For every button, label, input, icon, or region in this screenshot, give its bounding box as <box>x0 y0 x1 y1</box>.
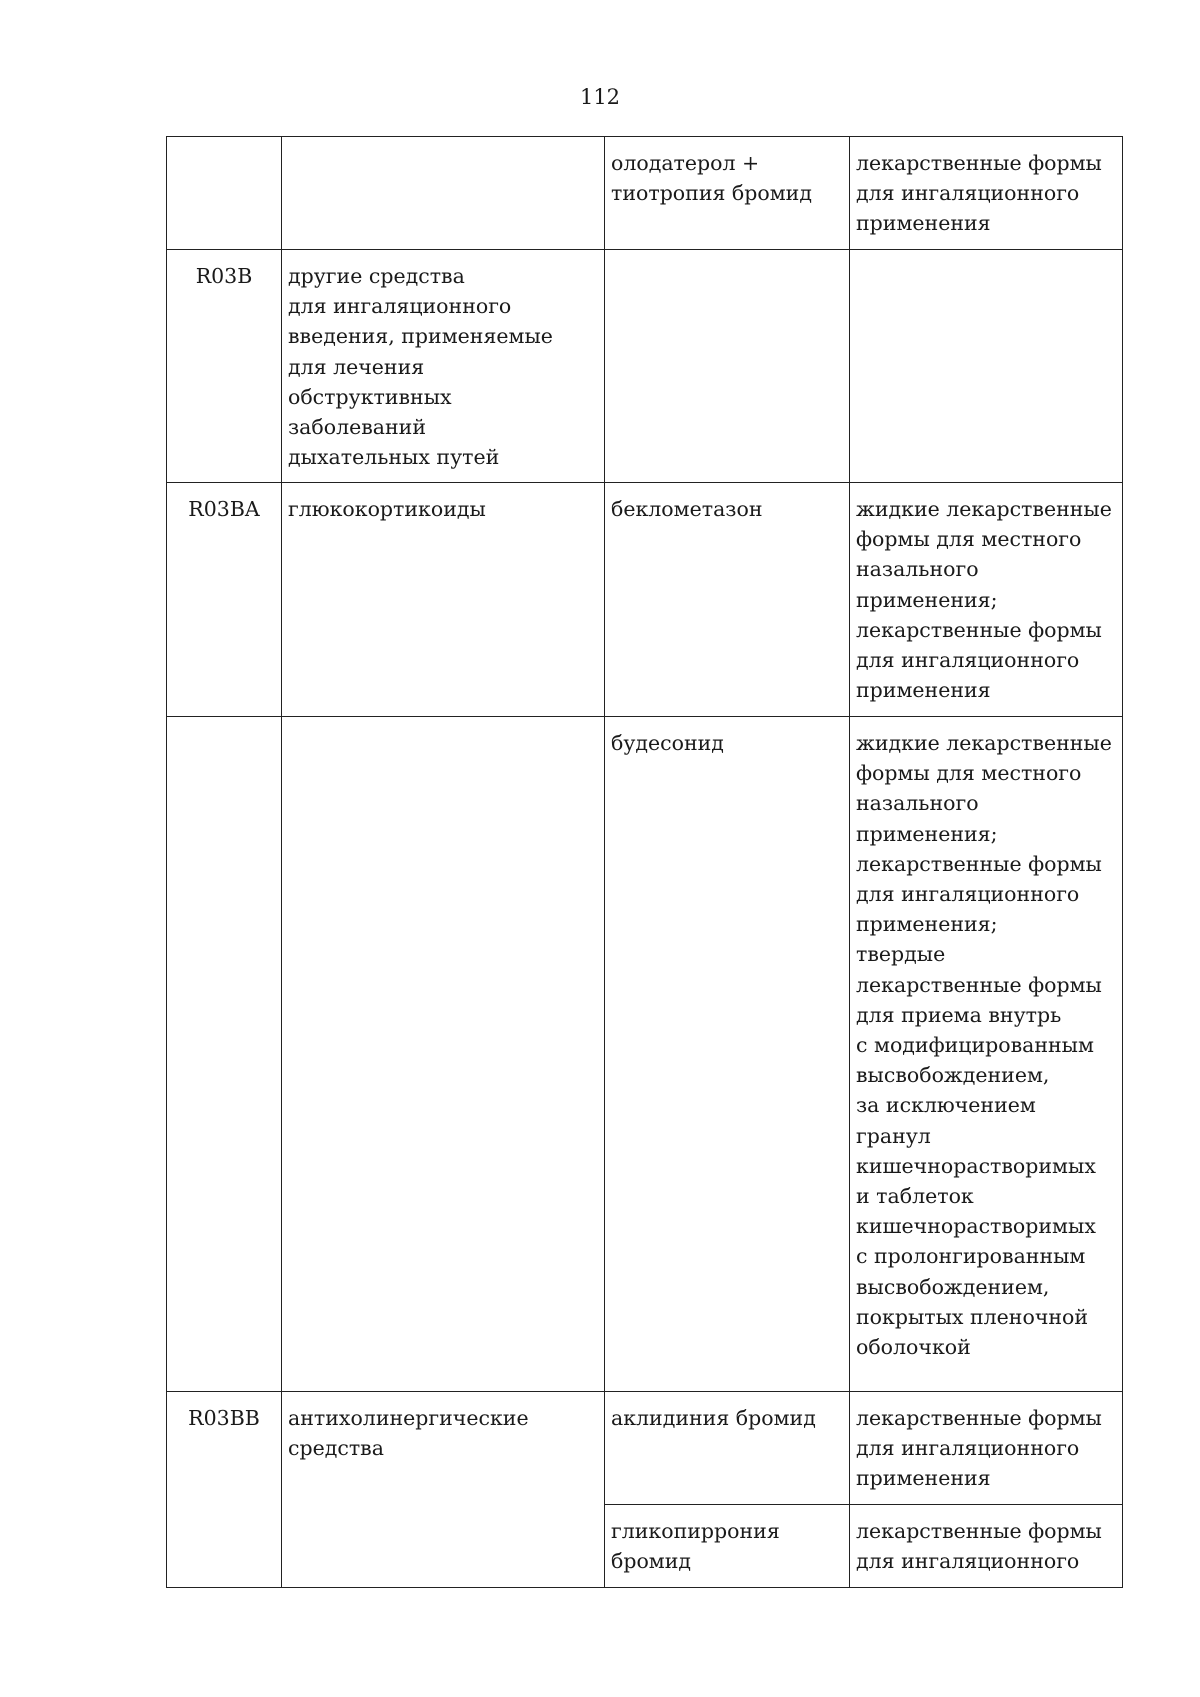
dosage-forms-cell: жидкие лекарственные формы для местного назального применения; лекарственные формы для ингаляционного применения <box>850 483 1123 717</box>
page-number: 112 <box>579 85 621 109</box>
group-name-cell: глюкокортикоиды <box>282 483 605 717</box>
table-row <box>167 1392 1123 1505</box>
drug-name-cell: аклидиния бромид <box>605 1392 850 1505</box>
table-row <box>167 250 1123 483</box>
drug-name-cell <box>605 250 850 483</box>
dosage-forms-cell: лекарственные формы для ингаляционного <box>850 1505 1123 1588</box>
atc-code-cell: R03B <box>167 250 282 483</box>
group-name-cell: антихолинергические средства <box>282 1392 605 1588</box>
dosage-forms-cell: жидкие лекарственные формы для местного назального применения; лекарственные формы для ингаляционного применения; твердые лекарственные формы для приема внутрь с модифицированным высвобождением, за исключением гранул кишечнорастворимых и таблеток кишечнорастворимых с пролонгированным высвобождением, покрытых пленочной оболочкой <box>850 717 1123 1392</box>
drug-name-cell: олодатерол + тиотропия бромид <box>605 137 850 250</box>
atc-code-cell: R03BA <box>167 483 282 717</box>
group-name-cell <box>282 717 605 1392</box>
table-row <box>167 137 1123 250</box>
drug-classification-table <box>166 136 1123 1588</box>
table-row <box>167 717 1123 1392</box>
table-row <box>167 483 1123 717</box>
dosage-forms-cell: лекарственные формы для ингаляционного применения <box>850 137 1123 250</box>
dosage-forms-cell <box>850 250 1123 483</box>
drug-name-cell: будесонид <box>605 717 850 1392</box>
dosage-forms-cell: лекарственные формы для ингаляционного применения <box>850 1392 1123 1505</box>
atc-code-cell <box>167 717 282 1392</box>
group-name-cell: другие средства для ингаляционного введения, применяемые для лечения обструктивных заболеваний дыхательных путей <box>282 250 605 483</box>
atc-code-cell <box>167 137 282 250</box>
drug-name-cell: гликопиррония бромид <box>605 1505 850 1588</box>
group-name-cell <box>282 137 605 250</box>
drug-name-cell: беклометазон <box>605 483 850 717</box>
atc-code-cell: R03BB <box>167 1392 282 1588</box>
